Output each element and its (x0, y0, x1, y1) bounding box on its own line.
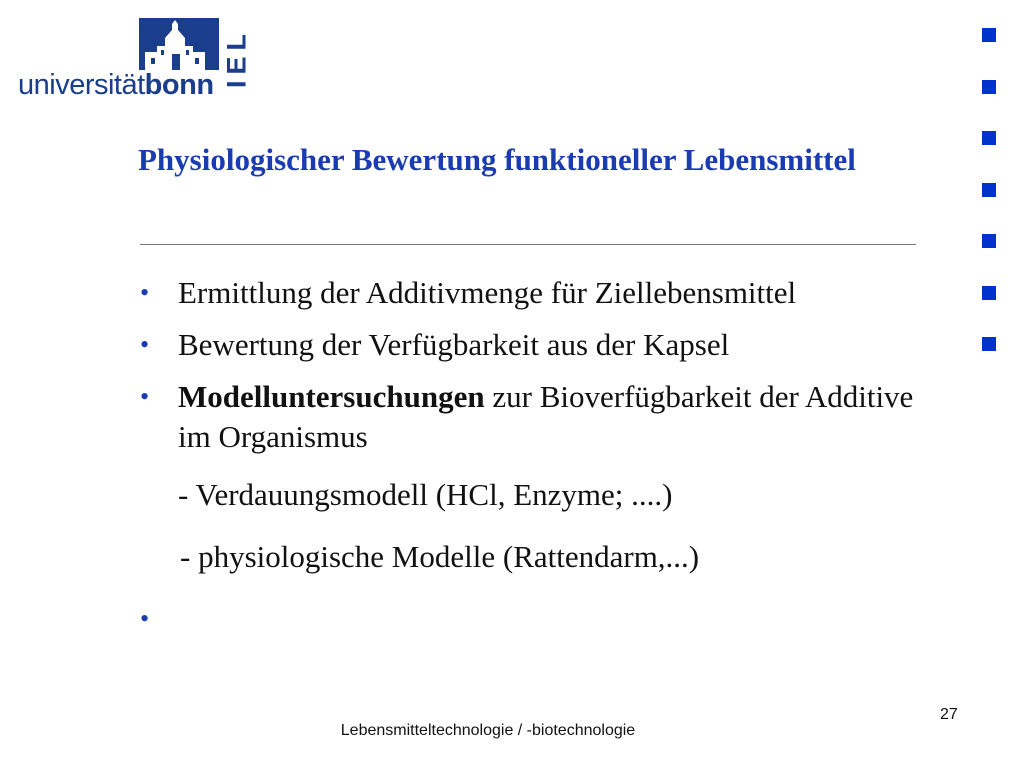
decorative-square (982, 234, 996, 248)
decorative-square (982, 337, 996, 351)
institute-label-text: IEL (221, 27, 252, 89)
slide-title: Physiologischer Bewertung funktioneller Lebensmittel (138, 142, 856, 177)
footer-text: Lebensmitteltechnologie / -biotechnologie (340, 722, 636, 739)
institute-label (223, 20, 251, 96)
bullet-item (138, 273, 928, 313)
university-logo (18, 18, 252, 101)
bullet-dot: • (140, 278, 150, 307)
slide-content (138, 273, 928, 651)
bullet-item-empty (138, 599, 928, 639)
sub-item: - Verdauungsmodell (HCl, Enzyme; ....) (178, 477, 673, 512)
title-divider (140, 244, 916, 245)
decorative-square (982, 286, 996, 300)
university-name-bold: bonn (144, 69, 214, 101)
bullet-dot: • (140, 330, 150, 359)
sub-item: - physiologische Modelle (Rattendarm,...) (180, 539, 700, 574)
bullet-bold-text: Modelluntersuchungen (178, 379, 485, 414)
page-number: 27 (940, 706, 958, 723)
university-name (18, 70, 214, 100)
university-building-icon (139, 18, 219, 70)
bullet-item (138, 325, 928, 365)
decorative-square (982, 131, 996, 145)
bullet-dot: • (140, 604, 150, 633)
bullet-text: Bewertung der Verfügbarkeit aus der Kapsel (178, 327, 730, 362)
decorative-square (982, 28, 996, 42)
bullet-dot: • (140, 382, 150, 411)
bullet-text: Ermittlung der Additivmenge für Ziellebensmittel (178, 275, 797, 310)
decorative-square (982, 80, 996, 94)
university-name-light: universität (18, 69, 145, 101)
bullet-text: zur Bioverfügbarkeit der Additive im Organismus (178, 379, 914, 454)
decorative-square (982, 183, 996, 197)
bullet-item (138, 377, 928, 457)
decorative-squares (982, 28, 998, 389)
